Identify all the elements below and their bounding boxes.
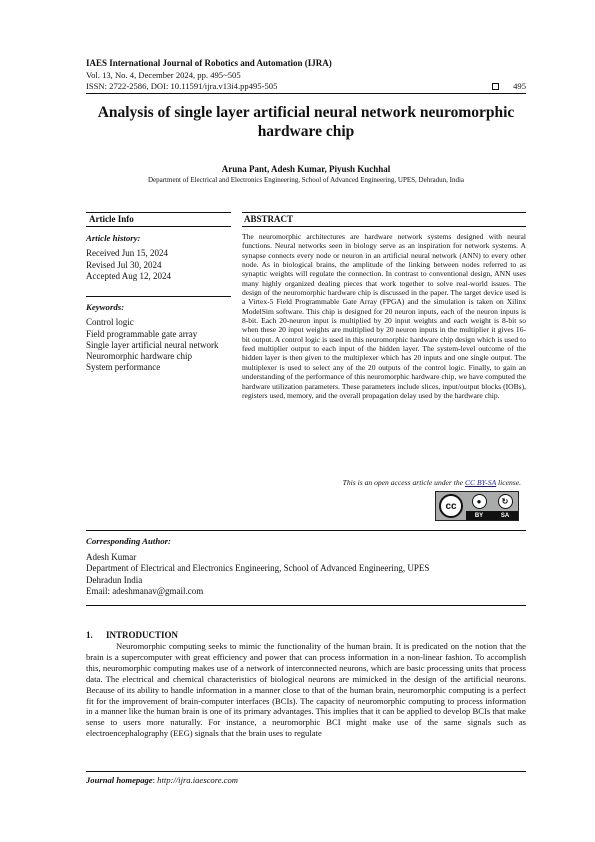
share-alike-icon: ↻ xyxy=(498,494,513,509)
author-department: Department of Electrical and Electronics Engineering, School of Advanced Engineering, UPES xyxy=(86,563,430,574)
keyword-item: Control logic xyxy=(86,317,134,328)
section-title: INTRODUCTION xyxy=(106,630,179,640)
abstract-top-rule xyxy=(242,212,526,213)
article-history xyxy=(86,233,231,282)
corresponding-bottom-rule xyxy=(86,605,526,606)
keywords-block xyxy=(86,302,231,374)
article-info-top-rule xyxy=(86,212,231,213)
corresponding-author xyxy=(86,536,526,597)
received-date: Received Jun 15, 2024 xyxy=(86,248,168,259)
affiliation: Department of Electrical and Electronics Engineering, School of Advanced Engineering, UPES, Dehradun, India xyxy=(147,176,465,184)
abstract-heading: ABSTRACT xyxy=(244,214,294,224)
license-suffix: license. xyxy=(496,478,521,487)
sa-label: SA xyxy=(500,512,510,519)
article-info-heading: Article Info xyxy=(89,214,134,224)
homepage-label: Journal homepage xyxy=(86,775,153,785)
corresponding-label: Corresponding Author: xyxy=(86,536,171,546)
license-link[interactable]: CC BY-SA xyxy=(464,478,497,487)
abstract-sub-rule xyxy=(242,226,526,227)
homepage-link[interactable]: http://ijra.iaescore.com xyxy=(157,775,239,785)
license-note xyxy=(242,478,521,487)
header-rule xyxy=(86,93,526,94)
paper-title: Analysis of single layer artificial neural network neuromorphic hardware chip xyxy=(97,104,515,140)
by-label: BY xyxy=(474,512,484,519)
cc-by-sa-badge[interactable] xyxy=(435,491,519,521)
cc-icon: cc xyxy=(439,494,463,518)
author-email: Email: adeshmanav@gmail.com xyxy=(86,585,204,596)
keyword-item: System performance xyxy=(86,362,161,373)
author-city: Dehradun India xyxy=(86,574,143,585)
journal-name: IAES International Journal of Robotics and Automation (IJRA) xyxy=(86,58,332,68)
keyword-item: Neuromorphic hardware chip xyxy=(86,351,192,362)
author-name: Adesh Kumar xyxy=(86,552,137,563)
person-icon: ● xyxy=(472,494,487,509)
volume-info: Vol. 13, No. 4, December 2024, pp. 495~505 xyxy=(86,69,241,80)
footer-rule xyxy=(86,771,526,772)
authors: Aruna Pant, Adesh Kumar, Piyush Kuchhal xyxy=(221,164,391,174)
keywords-label: Keywords: xyxy=(86,302,125,312)
keywords-rule xyxy=(86,296,231,297)
running-header xyxy=(86,58,526,93)
revised-date: Revised Jul 30, 2024 xyxy=(86,259,162,270)
abstract-text: The neuromorphic architectures are hardware network systems designed with neural functions. Neural networks seen in biology serve as an inspiration for network systems. A synapse connects every node or neuron in an artificial neural network (ANN) to every other node. As in biological brains, the amplitude of the linking between nodes referred to as synaptic weights will regulate the connection. In contrast to conventional design, ANN uses many highly organized dealing pieces that work together to solve real-world issues. The design of the neuromorphic hardware chip is discussed in the paper. The target device used is a Virtex-5 Field Programmable Gate Array (FPGA) and the simulation is taken on Xilinx ModelSim software. This chip is designed for 20 neuron inputs, each of the neuron inputs is 8-bit. Each 20-neuron input is multiplied by 20 input weights and each weight is 8-bit so when these 20 input weights are multiplied by 20 neuron inputs in the multiplier it gives 16-bit output. A control logic is used in this neuromorphic hardware chip design which is used to feed multiplier output to each input of the hidden layer. The system-level outcome of the hidden layer is then given to the multiplexer which has 20 inputs and one single output. The multiplexer is used to select any of the 20 outputs of the control logic. Finally, to gain an understanding of the performance of this neuromorphic hardware chip, we have computed the hardware utilization parameters. These parameters include slices, input/output blocks (IOBs), registers used, memory, and the overall propagation delay used by the hardware chip. xyxy=(242,232,526,400)
issn-doi: ISSN: 2722-2586, DOI: 10.11591/ijra.v13i4.pp495-505 xyxy=(86,81,278,91)
accepted-date: Accepted Aug 12, 2024 xyxy=(86,270,171,281)
homepage-sep: : xyxy=(152,775,158,785)
journal-homepage xyxy=(86,775,238,785)
keyword-item: Field programmable gate array xyxy=(86,328,198,339)
page-number: 495 xyxy=(513,81,526,91)
section-heading xyxy=(86,630,178,640)
corresponding-top-rule xyxy=(86,530,526,531)
license-prefix: This is an open access article under the xyxy=(342,478,465,487)
history-label: Article history: xyxy=(86,233,141,243)
square-icon xyxy=(492,83,499,90)
introduction-text: Neuromorphic computing seeks to mimic the functionality of the human brain. It is predicated on the notion that the brain is a supercomputer with great efficiency and power that can process information in a non-linear fashion. To accomplish this, neuromorphic computing makes use of a network of interconnected neurons, which are basic processing units that process data. The electrical and chemical characteristics of biological neurons are mimicked in the design of the artificial neurons. Because of its ability to handle information in a manner close to that of the human brain, neuromorphic computing is a perfect fit for the improvement of brain-computer interfaces (BCIs). The capacity of neuromorphic computing to process information in a manner like the human brain is one of its primary advantages. This implies that it can be applied to develop BCIs that make sense to users more naturally. For instance, a neuromorphic BCI might make use of the same signals such as electroencephalography (EEG) signals that the brain uses to regulate xyxy=(86,641,526,739)
keyword-item: Single layer artificial neural network xyxy=(86,339,219,350)
article-info-sub-rule xyxy=(86,226,231,227)
section-number: 1. xyxy=(86,630,93,640)
